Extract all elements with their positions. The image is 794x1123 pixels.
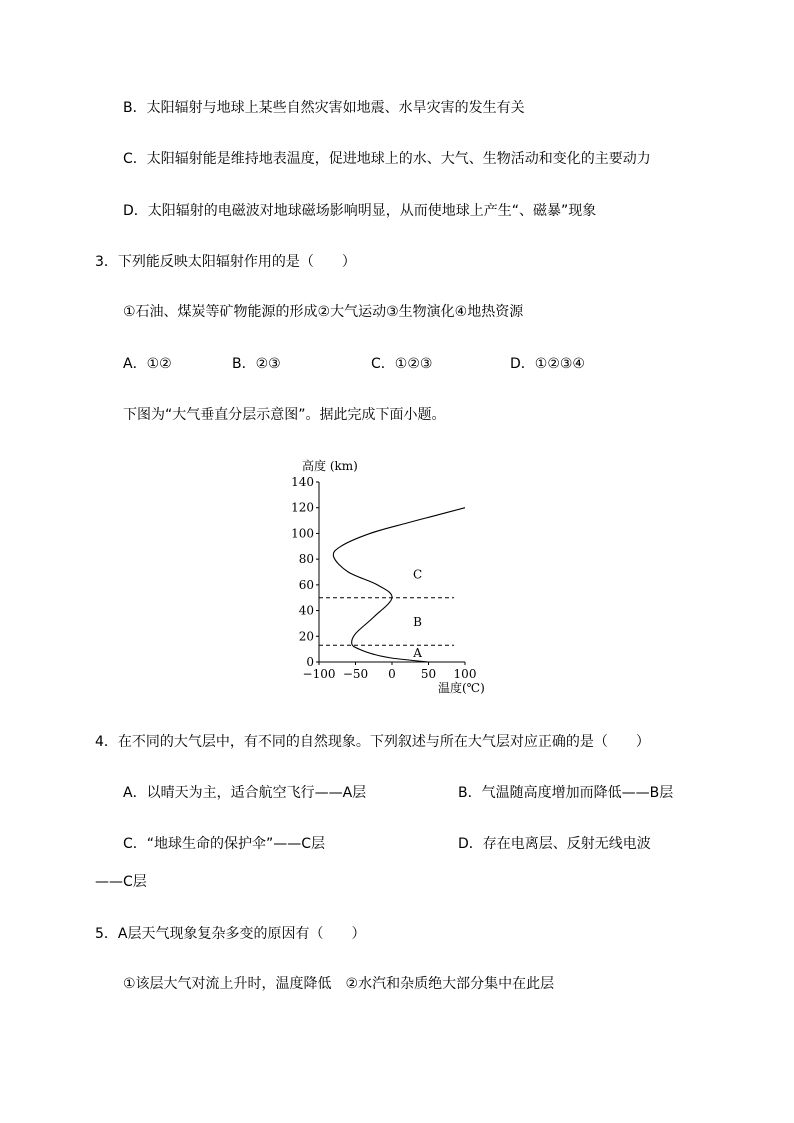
- q4-stem: 4．在不同的大气层中，有不同的自然现象。下列叙述与所在大气层对应正确的是（ ）: [95, 734, 650, 750]
- y-tick-label: 20: [298, 629, 314, 644]
- q2-option-b: B．太阳辐射与地球上某些自然灾害如地震、水旱灾害的发生有关: [123, 100, 525, 116]
- q4-option-c: C．“地球生命的保护伞”——C层: [123, 836, 326, 852]
- q4-option-d: D．存在电离层、反射无线电波: [458, 836, 651, 852]
- y-tick-label: 120: [291, 500, 314, 515]
- figure-intro: 下图为“大气垂直分层示意图”。据此完成下面小题。: [123, 407, 446, 423]
- y-tick-label: 0: [306, 655, 314, 669]
- x-tick-label: 100: [453, 667, 477, 681]
- y-tick-label: 80: [298, 552, 314, 567]
- x-axis-label: 温度(℃): [438, 681, 485, 695]
- y-axis-label: 高度 (km): [302, 459, 358, 473]
- y-tick-label: 140: [291, 475, 314, 489]
- layer-label-c: C: [412, 567, 423, 582]
- temperature-profile-line: [333, 508, 465, 662]
- layer-label-b: B: [413, 615, 422, 629]
- y-tick-label: 100: [291, 526, 314, 541]
- q3-items: ①石油、煤炭等矿物能源的形成②大气运动③生物演化④地热资源: [123, 304, 524, 320]
- x-tick-label: −100: [302, 667, 336, 681]
- y-tick-label: 60: [298, 577, 314, 592]
- layer-label-a: A: [413, 645, 422, 660]
- q4-option-d-continued: ——C层: [95, 874, 147, 890]
- q2-option-c: C．太阳辐射能是维持地表温度，促进地球上的水、大气、生物活动和变化的主要动力: [123, 151, 651, 167]
- q5-items: ①该层大气对流上升时，温度降低 ②水汽和杂质绝大部分集中在此层: [123, 976, 555, 992]
- y-tick-label: 40: [298, 603, 314, 618]
- q3-stem: 3．下列能反映太阳辐射作用的是（ ）: [95, 254, 356, 270]
- q3-option-b: B．②③: [232, 356, 281, 372]
- q4-option-a: A．以晴天为主，适合航空飞行——A层: [123, 785, 367, 801]
- q5-stem: 5．A层天气现象复杂多变的原因有（ ）: [95, 926, 366, 942]
- x-tick-label: −50: [342, 667, 369, 681]
- q3-option-a: A．①②: [123, 356, 172, 372]
- x-tick-label: 0: [388, 667, 396, 681]
- x-tick-label: 50: [420, 667, 437, 681]
- q3-option-c: C．①②③: [371, 356, 433, 372]
- q4-option-b: B．气温随高度增加而降低——B层: [458, 785, 674, 801]
- atmosphere-layer-chart: [280, 452, 520, 702]
- plot-area: [291, 475, 476, 681]
- q3-option-d: D．①②③④: [510, 356, 585, 372]
- q2-option-d: D．太阳辐射的电磁波对地球磁场影响明显，从而使地球上产生“、磁暴”现象: [123, 203, 597, 219]
